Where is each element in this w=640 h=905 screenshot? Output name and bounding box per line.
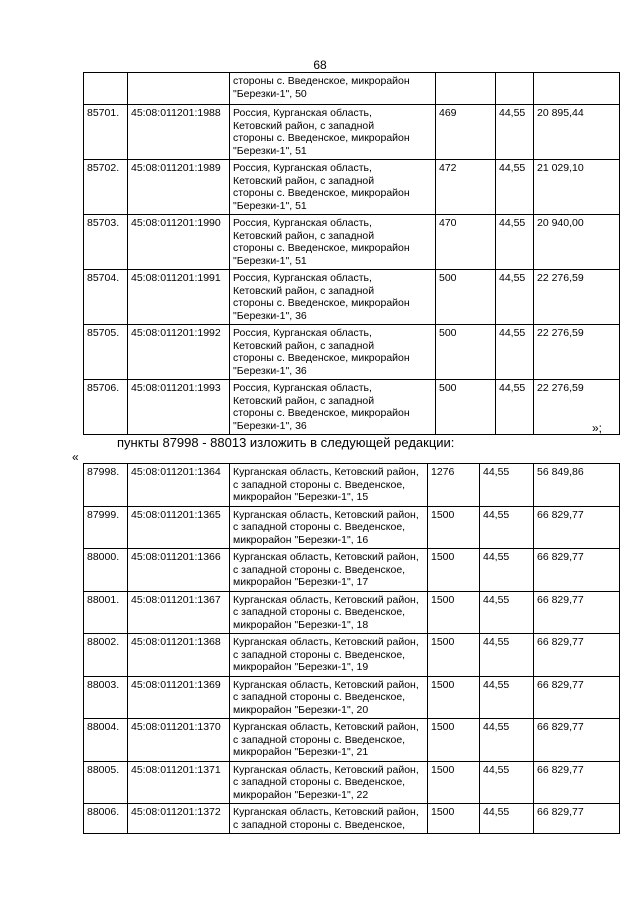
row-number-cell: 88000. [84,549,128,592]
row-number-cell: 85706. [84,380,128,435]
cadastral-number-cell: 45:08:011201:1992 [128,325,230,380]
address-cell: Курганская область, Кетовский район, с западной стороны с. Введенское, микрорайон "Березки-1", 15 [230,464,428,507]
address-cell: Курганская область, Кетовский район, с западной стороны с. Введенское, [230,804,428,834]
rate-cell: 44,55 [480,719,534,762]
rate-cell: 44,55 [496,325,534,380]
row-number-cell: 88001. [84,591,128,634]
cost-cell: 66 829,77 [534,591,620,634]
cost-cell: 66 829,77 [534,549,620,592]
rate-cell: 44,55 [496,380,534,435]
rate-cell [496,73,534,105]
address-cell: Курганская область, Кетовский район, с западной стороны с. Введенское, микрорайон "Березки-1", 22 [230,761,428,804]
row-number-cell: 87999. [84,506,128,549]
cost-cell: 20 940,00 [534,215,620,270]
cost-cell: 66 829,77 [534,506,620,549]
cadastral-number-cell: 45:08:011201:1991 [128,270,230,325]
row-number-cell: 85702. [84,160,128,215]
row-number-cell: 88003. [84,676,128,719]
land-plots-table-bottom [83,463,620,834]
table-row [84,464,620,507]
rate-cell: 44,55 [480,676,534,719]
cost-cell: 66 829,77 [534,761,620,804]
cadastral-number-cell: 45:08:011201:1370 [128,719,230,762]
cadastral-number-cell: 45:08:011201:1989 [128,160,230,215]
address-cell: Курганская область, Кетовский район, с западной стороны с. Введенское, микрорайон "Березки-1", 21 [230,719,428,762]
amendment-instruction: пункты 87998 - 88013 изложить в следующей редакции: [117,435,455,450]
cost-cell: 22 276,59 [534,380,620,435]
area-cell: 500 [436,380,496,435]
cost-cell: 22 276,59 [534,270,620,325]
land-plots-table-top [83,72,620,435]
cost-cell: 20 895,44 [534,105,620,160]
row-number-cell [84,73,128,105]
table-row [84,676,620,719]
cost-cell: 66 829,77 [534,804,620,834]
rate-cell: 44,55 [480,506,534,549]
table-row [84,160,620,215]
row-number-cell: 85705. [84,325,128,380]
rate-cell: 44,55 [480,549,534,592]
cost-cell: 66 829,77 [534,634,620,677]
area-cell [436,73,496,105]
cost-cell [534,73,620,105]
row-number-cell: 88005. [84,761,128,804]
address-cell: Россия, Курганская область, Кетовский район, с западной стороны с. Введенское, микрорайон "Березки-1", 51 [230,215,436,270]
table-row [84,591,620,634]
area-cell: 1500 [428,549,480,592]
area-cell: 470 [436,215,496,270]
table-row [84,804,620,834]
cost-cell: 21 029,10 [534,160,620,215]
page-number: 68 [313,58,327,72]
table-row [84,325,620,380]
cadastral-number-cell: 45:08:011201:1368 [128,634,230,677]
rate-cell: 44,55 [480,634,534,677]
table-row [84,549,620,592]
rate-cell: 44,55 [480,464,534,507]
row-number-cell: 85704. [84,270,128,325]
address-cell: Россия, Курганская область, Кетовский район, с западной стороны с. Введенское, микрорайон "Березки-1", 36 [230,325,436,380]
area-cell: 1500 [428,634,480,677]
cost-cell: 22 276,59 [534,325,620,380]
row-number-cell: 88002. [84,634,128,677]
cost-cell: 66 829,77 [534,719,620,762]
cadastral-number-cell: 45:08:011201:1990 [128,215,230,270]
row-number-cell: 85701. [84,105,128,160]
area-cell: 1500 [428,719,480,762]
table-row [84,73,620,105]
table-row [84,215,620,270]
row-number-cell: 85703. [84,215,128,270]
table-row [84,719,620,762]
table-row [84,270,620,325]
cost-cell: 56 849,86 [534,464,620,507]
rate-cell: 44,55 [480,761,534,804]
cadastral-number-cell: 45:08:011201:1371 [128,761,230,804]
cadastral-number-cell: 45:08:011201:1366 [128,549,230,592]
cadastral-number-cell [128,73,230,105]
area-cell: 1276 [428,464,480,507]
area-cell: 500 [436,325,496,380]
area-cell: 1500 [428,804,480,834]
table-row [84,380,620,435]
address-cell: Россия, Курганская область, Кетовский район, с западной стороны с. Введенское, микрорайон "Березки-1", 36 [230,270,436,325]
rate-cell: 44,55 [496,215,534,270]
opening-quote: « [72,450,79,464]
table-row [84,634,620,677]
area-cell: 1500 [428,761,480,804]
rate-cell: 44,55 [496,160,534,215]
address-cell: Россия, Курганская область, Кетовский район, с западной стороны с. Введенское, микрорайон "Березки-1", 51 [230,105,436,160]
rate-cell: 44,55 [480,591,534,634]
cadastral-number-cell: 45:08:011201:1988 [128,105,230,160]
address-cell: Россия, Курганская область, Кетовский район, с западной стороны с. Введенское, микрорайон "Березки-1", 51 [230,160,436,215]
cadastral-number-cell: 45:08:011201:1364 [128,464,230,507]
rate-cell: 44,55 [496,105,534,160]
area-cell: 472 [436,160,496,215]
address-cell: Курганская область, Кетовский район, с западной стороны с. Введенское, микрорайон "Березки-1", 20 [230,676,428,719]
rate-cell: 44,55 [496,270,534,325]
area-cell: 1500 [428,506,480,549]
address-cell: Курганская область, Кетовский район, с западной стороны с. Введенское, микрорайон "Березки-1", 18 [230,591,428,634]
row-number-cell: 88006. [84,804,128,834]
address-cell: Россия, Курганская область, Кетовский район, с западной стороны с. Введенское, микрорайон "Березки-1", 36 [230,380,436,435]
address-cell: Курганская область, Кетовский район, с западной стороны с. Введенское, микрорайон "Березки-1", 19 [230,634,428,677]
table-row [84,506,620,549]
address-cell: Курганская область, Кетовский район, с западной стороны с. Введенское, микрорайон "Березки-1", 17 [230,549,428,592]
address-cell: стороны с. Введенское, микрорайон "Березки-1", 50 [230,73,436,105]
row-number-cell: 88004. [84,719,128,762]
closing-quote: »; [592,421,603,435]
cadastral-number-cell: 45:08:011201:1369 [128,676,230,719]
area-cell: 469 [436,105,496,160]
cadastral-number-cell: 45:08:011201:1365 [128,506,230,549]
area-cell: 1500 [428,591,480,634]
cost-cell: 66 829,77 [534,676,620,719]
cadastral-number-cell: 45:08:011201:1367 [128,591,230,634]
table-row [84,761,620,804]
rate-cell: 44,55 [480,804,534,834]
area-cell: 500 [436,270,496,325]
address-cell: Курганская область, Кетовский район, с западной стороны с. Введенское, микрорайон "Березки-1", 16 [230,506,428,549]
cadastral-number-cell: 45:08:011201:1993 [128,380,230,435]
table-row [84,105,620,160]
row-number-cell: 87998. [84,464,128,507]
cadastral-number-cell: 45:08:011201:1372 [128,804,230,834]
area-cell: 1500 [428,676,480,719]
